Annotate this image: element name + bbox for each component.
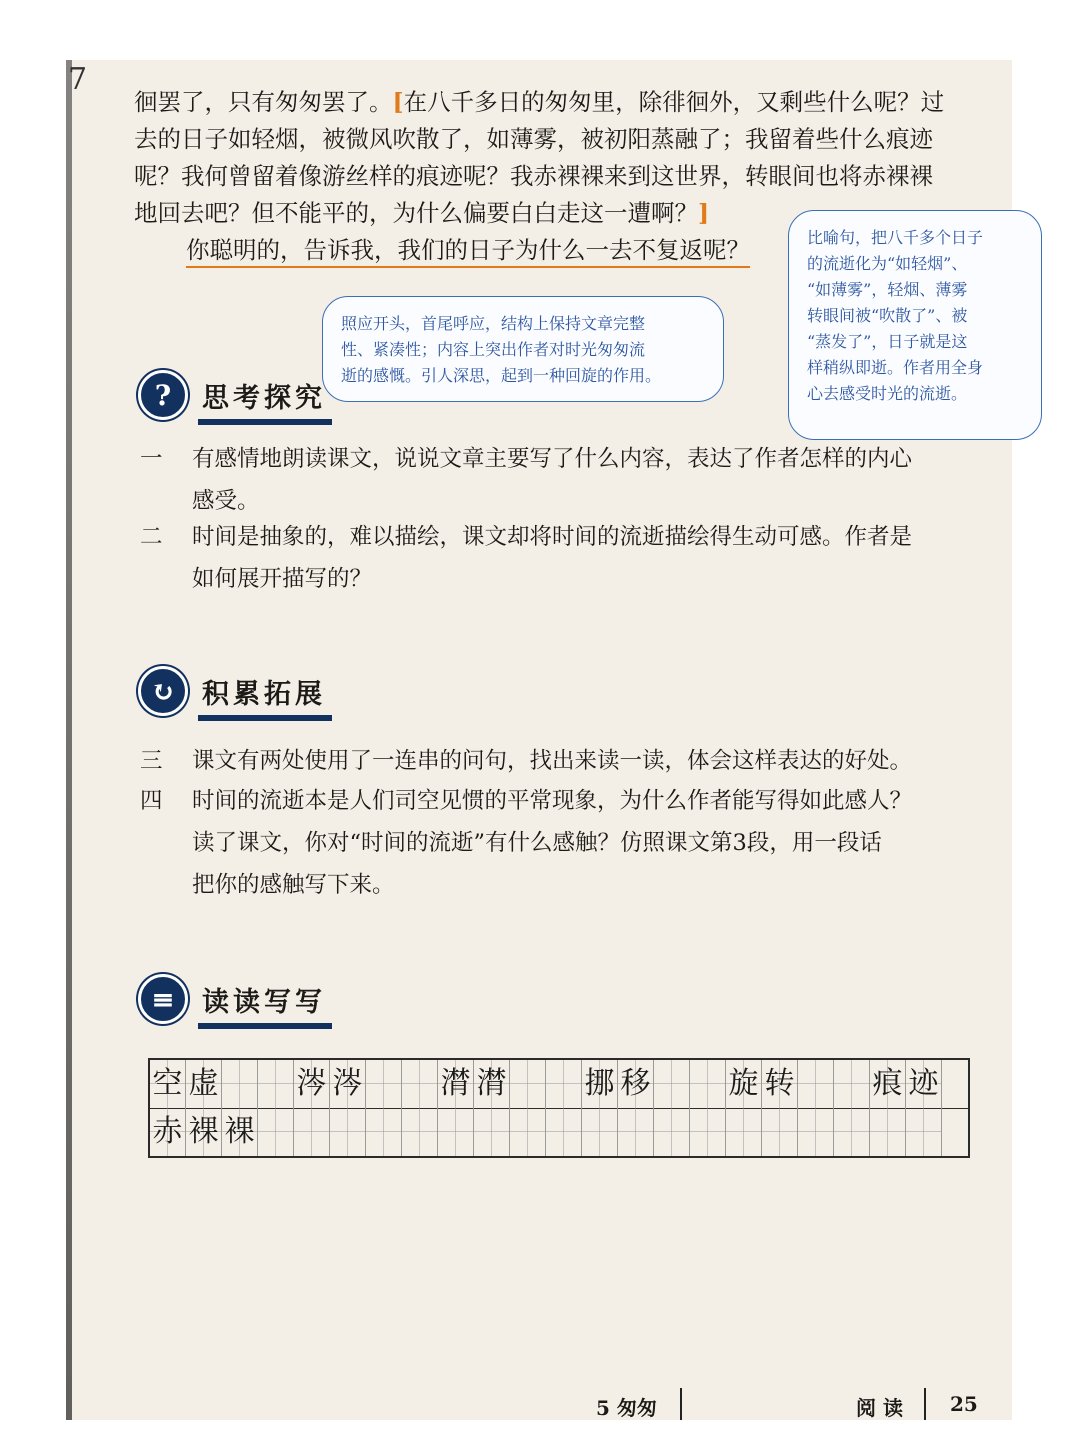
corner-mark: 7 (68, 62, 88, 97)
vocab-cell: 裸 (222, 1108, 258, 1156)
section-read-write (138, 974, 326, 1024)
vocab-cell: 涔 (330, 1060, 366, 1108)
vocab-cell: 空 (150, 1060, 186, 1108)
vocab-cell (726, 1108, 762, 1156)
vocab-cell (690, 1060, 726, 1108)
vocab-cell (438, 1108, 474, 1156)
vocab-cell (582, 1108, 618, 1156)
vocab-cell (402, 1108, 438, 1156)
passage-line-1: 徊罢了，只有匆匆罢了。[在八千多日的匆匆里，除徘徊外，又剩些什么呢？过 (134, 88, 945, 116)
vocab-cell (654, 1108, 690, 1156)
annotation-metaphor: 比喻句，把八千多个日子 的流逝化为“如轻烟”、 “如薄雾”，轻烟、薄雾 转眼间被“吹散了”、被 “蒸发了”，日子就是这 样稍纵即逝。作者用全身 心去感受时光的流逝。 (788, 210, 1042, 440)
bracket-open: [ (392, 88, 404, 116)
passage-line-2: 去的日子如轻烟，被微风吹散了，如薄雾，被初阳蒸融了；我留着些什么痕迹 (134, 125, 933, 153)
vocab-cell (834, 1108, 870, 1156)
vocab-cell (402, 1060, 438, 1108)
vocab-cell (366, 1060, 402, 1108)
vocab-cell (690, 1108, 726, 1156)
section-accumulate (138, 666, 326, 716)
section-think (138, 370, 326, 420)
vocab-cell: 潸 (438, 1060, 474, 1108)
underlined-sentence: 你聪明的，告诉我，我们的日子为什么一去不复返呢？ (186, 236, 750, 268)
passage-line-3: 呢？我何曾留着像游丝样的痕迹呢？我赤裸裸来到这世界，转眼间也将赤裸裸 (134, 162, 933, 190)
question-2: 二 时间是抽象的，难以描绘，课文却将时间的流逝描绘得生动可感。作者是 如何展开描写的？ (140, 524, 913, 592)
vocab-cell (294, 1108, 330, 1156)
vocab-cell (366, 1108, 402, 1156)
vocab-cell (330, 1108, 366, 1156)
footer-category: 阅 读 (856, 1396, 903, 1420)
vocab-cell (222, 1060, 258, 1108)
vocab-cell: 裸 (186, 1108, 222, 1156)
vocab-cell (654, 1060, 690, 1108)
vocab-cell: 虚 (186, 1060, 222, 1108)
vocab-cell (510, 1060, 546, 1108)
section-title: 积累拓展 (202, 672, 326, 711)
vocab-cell: 赤 (150, 1108, 186, 1156)
vocab-cell: 移 (618, 1060, 654, 1108)
passage-line-4: 地回去吧？但不能平的，为什么偏要白白走这一遭啊？] (134, 199, 710, 227)
vocab-grid (148, 1058, 970, 1158)
vocab-cell: 挪 (582, 1060, 618, 1108)
question-1: 一 有感情地朗读课文，说说文章主要写了什么内容，表达了作者怎样的内心 感受。 (140, 446, 913, 514)
question-3: 三 课文有两处使用了一连串的问句，找出来读一读，体会这样表达的好处。 (140, 748, 913, 774)
vocab-cell (546, 1060, 582, 1108)
footer-separator (680, 1388, 682, 1420)
vocab-cell: 迹 (906, 1060, 942, 1108)
vocab-cell (618, 1108, 654, 1156)
list-lines-icon: ≡ (138, 974, 188, 1024)
footer-lesson: 5 匆匆 (596, 1396, 657, 1420)
question-4: 四 时间的流逝本是人们司空见惯的平常现象，为什么作者能写得如此感人？ 读了课文，你对“时间的流逝”有什么感触？仿照课文第3段，用一段话 把你的感触写下来。 (140, 788, 913, 898)
vocab-row-2 (150, 1108, 968, 1156)
page-number: 25 (950, 1392, 978, 1416)
vocab-cell: 痕 (870, 1060, 906, 1108)
vocab-cell: 旋 (726, 1060, 762, 1108)
vocab-cell (834, 1060, 870, 1108)
vocab-cell (870, 1108, 906, 1156)
footer-separator (924, 1388, 926, 1420)
vocab-cell: 转 (762, 1060, 798, 1108)
question-mark-icon: ? (138, 370, 188, 420)
vocab-cell (906, 1108, 942, 1156)
section-title: 读读写写 (202, 980, 326, 1019)
vocab-cell: 涔 (294, 1060, 330, 1108)
vocab-cell (546, 1108, 582, 1156)
bracket-close: ] (698, 199, 710, 227)
vocab-cell (510, 1108, 546, 1156)
vocab-cell (258, 1060, 294, 1108)
vocab-cell (798, 1108, 834, 1156)
vocab-row-1 (150, 1060, 968, 1109)
vocab-cell: 潸 (474, 1060, 510, 1108)
vocab-cell (798, 1060, 834, 1108)
page-binding-edge (66, 60, 72, 1420)
annotation-ending: 照应开头，首尾呼应，结构上保持文章完整 性、紧凑性；内容上突出作者对时光匆匆流 逝的感慨。引人深思，起到一种回旋的作用。 (322, 296, 724, 402)
vocab-cell (762, 1108, 798, 1156)
section-title: 思考探究 (202, 376, 326, 415)
vocab-cell (258, 1108, 294, 1156)
vocab-cell (474, 1108, 510, 1156)
target-arrow-icon: ↻ (138, 666, 188, 716)
